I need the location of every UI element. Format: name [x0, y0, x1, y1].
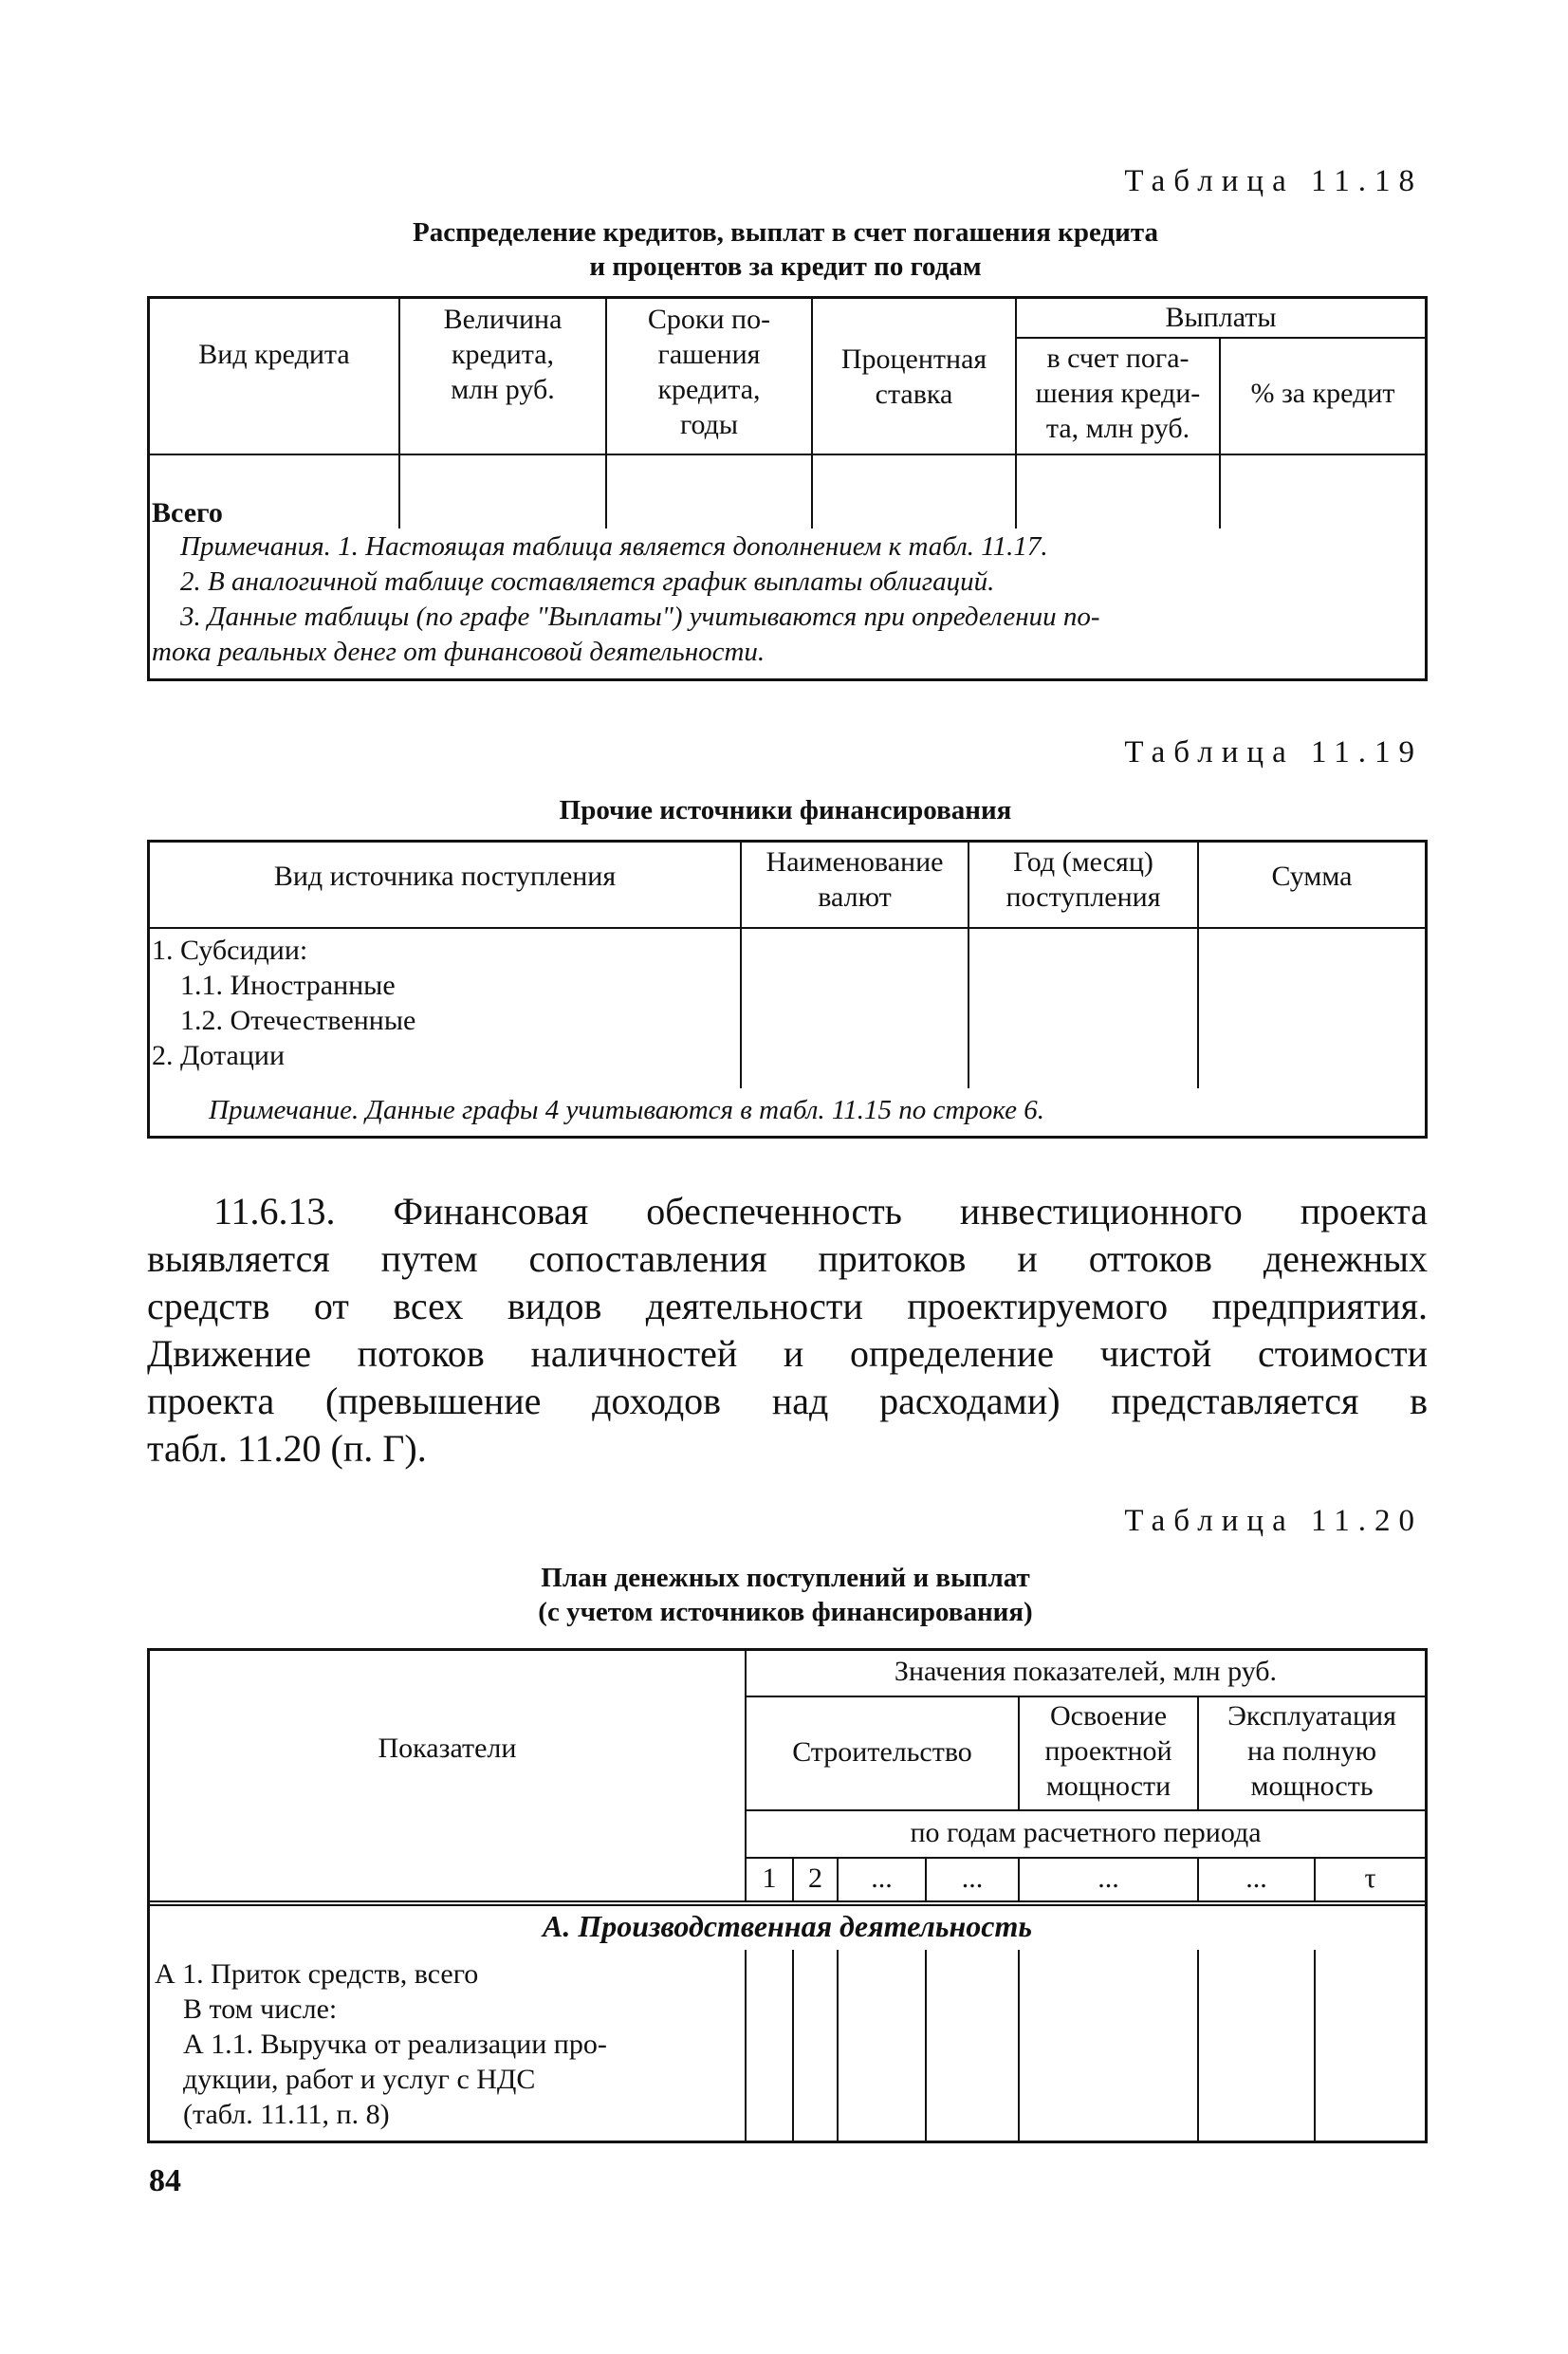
row-a1-1-l2: дукции, работ и услуг с НДС	[183, 2064, 536, 2095]
th-term	[607, 302, 811, 442]
th-operation-l1: Эксплуатация	[1227, 1700, 1396, 1732]
th-year-l1: Год (месяц)	[1013, 846, 1153, 878]
th-repayment-l1: в счет пога-	[1046, 343, 1190, 374]
th-by-years: по годам расчетного периода	[910, 1817, 1262, 1848]
table-11-18-title-line1: Распределение кредитов, выплат в счет погашения кредита	[413, 217, 1158, 248]
th-sum: Сумма	[1271, 861, 1353, 892]
row-foreign: 1.1. Иностранные	[180, 970, 396, 1001]
th-values: Значения показателей, млн руб.	[894, 1656, 1278, 1687]
th-interest: % за кредит	[1250, 378, 1395, 409]
th-amount-l3: млн руб.	[451, 374, 555, 405]
th-currency	[742, 844, 968, 915]
th-development-l2: проектной	[1044, 1735, 1172, 1767]
th-repayment-l2: шения креди-	[1035, 378, 1201, 409]
para-line-5: проекта (превышение доходов над расходами) представляется в	[147, 1380, 1428, 1422]
th-year-1: 1	[762, 1863, 777, 1894]
table-11-20-label: Таблица 11.20	[1124, 1504, 1423, 1538]
th-construction: Строительство	[792, 1736, 972, 1768]
para-line-3: средств от всех видов деятельности проектируемого предприятия.	[147, 1285, 1428, 1327]
th-term-l4: годы	[679, 409, 739, 440]
row-domestic: 1.2. Отечественные	[180, 1005, 416, 1036]
row-a1-1-l3: (табл. 11.11, п. 8)	[183, 2099, 390, 2130]
th-operation-l2: на полную	[1247, 1735, 1376, 1767]
table-11-20-title-line2: (с учетом источников финансирования)	[538, 1597, 1033, 1627]
th-term-l3: кредита,	[657, 374, 761, 405]
th-year-tau: τ	[1364, 1863, 1376, 1894]
row-subsidies: 1. Субсидии:	[152, 935, 308, 966]
th-amount	[400, 302, 605, 407]
page-number: 84	[149, 2163, 181, 2198]
th-year-2: 2	[808, 1863, 822, 1894]
paragraph-11-6-13	[147, 1188, 1428, 1473]
th-year	[969, 844, 1197, 915]
row-a1-1-l1: А 1.1. Выручка от реализации про-	[183, 2029, 607, 2060]
table-11-18-notes	[152, 529, 1413, 670]
table-11-19-note: Примечание. Данные графы 4 учитываются в табл. 11.15 по строке 6.	[209, 1095, 1045, 1125]
row-including: В том числе:	[183, 1993, 338, 2025]
th-rate-l1: Процентная	[840, 343, 987, 375]
th-development-l1: Освоение	[1049, 1700, 1168, 1732]
row-a1: А 1. Приток средств, всего	[155, 1958, 479, 1990]
th-indicators: Показатели	[378, 1733, 517, 1764]
th-year-3: ...	[871, 1863, 893, 1894]
table-11-19-rows	[152, 933, 415, 1073]
th-year-6: ...	[1245, 1863, 1267, 1894]
th-amount-l1: Величина	[443, 304, 563, 335]
th-year-5: ...	[1098, 1863, 1119, 1894]
th-term-l1: Сроки по-	[647, 304, 771, 335]
th-operation-l3: мощность	[1250, 1770, 1374, 1802]
th-operation	[1199, 1698, 1425, 1804]
para-line-6: табл. 11.20 (п. Г).	[147, 1427, 427, 1470]
th-payments: Выплаты	[1165, 302, 1277, 333]
th-year-4: ...	[961, 1863, 984, 1894]
table-11-19-title: Прочие источники финансирования	[559, 795, 1012, 825]
th-year-l2: поступления	[1005, 881, 1161, 913]
th-repayment	[1017, 341, 1219, 446]
table-11-20-title-line1: План денежных поступлений и выплат	[541, 1563, 1030, 1593]
table-11-18-label: Таблица 11.18	[1124, 164, 1423, 198]
th-amount-l2: кредита,	[451, 339, 555, 370]
note-3: 3. Данные таблицы (по графе "Выплаты") учитываются при определении по-	[180, 602, 1100, 632]
para-line-2: выявляется путем сопоставления притоков и оттоков денежных	[147, 1237, 1428, 1280]
table-11-19-label: Таблица 11.19	[1124, 735, 1423, 769]
th-repayment-l3: та, млн руб.	[1045, 413, 1190, 444]
table-11-18-title	[145, 215, 1426, 284]
th-source: Вид источника поступления	[273, 861, 617, 892]
th-term-l2: гашения	[657, 339, 761, 370]
table-11-18-title-line2: и процентов за кредит по годам	[589, 251, 982, 282]
th-loan-type: Вид кредита	[198, 339, 350, 370]
th-development-l3: мощности	[1045, 1770, 1171, 1802]
table-11-20-rows	[155, 1956, 607, 2132]
para-line-4: Движение потоков наличностей и определение чистой стоимости	[147, 1332, 1428, 1375]
th-currency-l1: Наименование	[766, 846, 944, 878]
th-development	[1020, 1698, 1197, 1804]
th-rate	[813, 342, 1015, 412]
th-currency-l2: валют	[818, 881, 892, 913]
note-4: тока реальных денег от финансовой деятельности.	[152, 637, 766, 667]
row-total: Всего	[152, 497, 223, 528]
th-rate-l2: ставка	[875, 379, 953, 410]
table-11-20-title	[145, 1561, 1426, 1629]
para-line-1: 11.6.13. Финансовая обеспеченность инвестиционного проекта	[213, 1190, 1428, 1233]
note-2: 2. В аналогичной таблице составляется график выплаты облигаций.	[180, 566, 995, 597]
section-a: А. Производственная деятельность	[542, 1909, 1033, 1943]
note-1: Примечания. 1. Настоящая таблица является дополнением к табл. 11.17.	[180, 531, 1048, 562]
row-grants: 2. Дотации	[152, 1040, 286, 1071]
